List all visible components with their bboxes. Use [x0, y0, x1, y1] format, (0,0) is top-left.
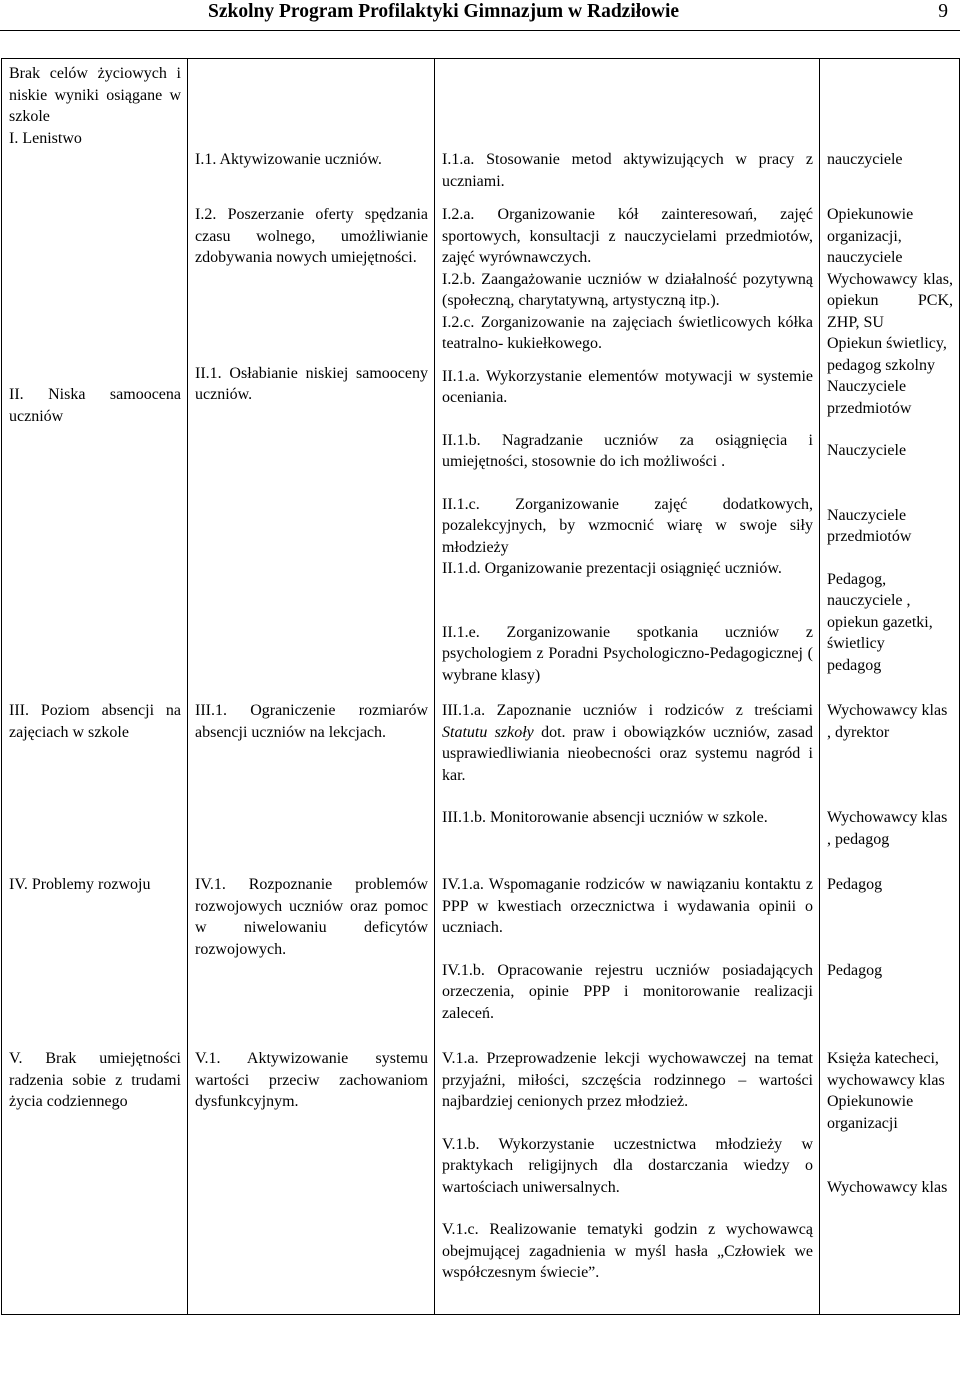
- problem-cell: [2, 1024, 188, 1314]
- responsible-text: Księża katecheci, wychowawcy klas: [827, 1050, 945, 1089]
- goal-text: V.1. Aktywizowanie systemu wartości przeciw zachowaniom dysfunkcyjnym.: [195, 1050, 428, 1110]
- goal-text: II.1. Osłabianie niskiej samooceny uczniów.: [195, 364, 428, 403]
- page-header: [0, 0, 960, 31]
- problem-cell: [2, 192, 188, 686]
- task-cell: [435, 192, 820, 686]
- task-text: II.1.d. Organizowanie prezentacji osiągnięć uczniów.: [442, 560, 782, 577]
- problem-text: II. Niska samoocena uczniów: [9, 386, 181, 425]
- task-text: I.1.a. Stosowanie metod aktywizujących w pracy z uczniami.: [442, 151, 813, 190]
- table-row: [2, 1024, 960, 1314]
- responsible-text: Opiekunowie organizacji, nauczyciele: [827, 206, 914, 266]
- responsible-cell: [820, 1024, 960, 1314]
- task-text: I.2.c. Zorganizowanie na zajęciach świetlicowych kółka teatralno- kukiełkowego.: [442, 313, 813, 352]
- task-text-part: dot. praw i obowiązków uczniów, zasad usprawiedliwiania nieobecności oraz systemu nagród i kar.: [442, 723, 814, 784]
- problem-text: V. Brak umiejętności radzenia sobie z trudami życia codziennego: [9, 1050, 181, 1110]
- table-row: [2, 192, 960, 686]
- responsible-cell: [820, 59, 960, 193]
- problem-text: I. Lenistwo: [9, 129, 82, 147]
- responsible-text: Nauczyciele przedmiotów: [827, 378, 912, 417]
- goal-cell: [188, 1024, 435, 1314]
- goal-text: IV.1. Rozpoznanie problemów rozwojowych uczniów oraz pomoc w niwelowaniu deficytów rozwojowych.: [195, 876, 428, 958]
- task-cell: [435, 686, 820, 850]
- goal-cell: [188, 850, 435, 1024]
- goal-cell: [188, 686, 435, 850]
- responsible-text: Opiekunowie organizacji: [827, 1093, 914, 1132]
- responsible-text: Wychowawcy klas: [827, 1179, 948, 1196]
- task-text: II.1.e. Zorganizowanie spotkania uczniów z psychologiem z Poradni Psychologiczno-Pedagogicznej ( wybrane klasy): [442, 623, 813, 684]
- task-text: [442, 700, 813, 786]
- task-text: II.1.b. Nagradzanie uczniów za osiągnięcia i umiejętności, stosownie do ich możliwości .: [442, 431, 813, 470]
- task-text-part: III.1.a. Zapoznanie uczniów i rodziców z treściami: [442, 702, 813, 719]
- document-title: Szkolny Program Profilaktyki Gimnazjum w Radziłowie: [208, 1, 680, 22]
- problem-cell: [2, 59, 188, 193]
- task-cell: [435, 1024, 820, 1314]
- responsible-cell: [820, 192, 960, 686]
- task-text: V.1.b. Wykorzystanie uczestnictwa młodzieży w praktykach religijnych dla dostarczania wiedzy o wartościach uniwersalnych.: [442, 1135, 813, 1196]
- task-cell: [435, 59, 820, 193]
- goal-cell: [188, 192, 435, 686]
- problem-cell: [2, 686, 188, 850]
- problem-text: III. Poziom absencji na zajęciach w szkole: [9, 702, 181, 741]
- task-text: I.2.a. Organizowanie kół zainteresowań, zajęć sportowych, konsultacji z nauczycielami przedmiotów, zajęć wyrównawczych.: [442, 206, 813, 266]
- responsible-text: Opiekun świetlicy, pedagog szkolny: [827, 335, 947, 374]
- responsible-cell: [820, 850, 960, 1024]
- goal-text: I.1. Aktywizowanie uczniów.: [195, 151, 382, 168]
- responsible-text: Wychowawcy klas , dyrektor: [827, 702, 948, 741]
- goal-text: III.1. Ograniczenie rozmiarów absencji uczniów na lekcjach.: [195, 702, 428, 741]
- task-text: I.2.b. Zaangażowanie uczniów w działalność pozytywną (społeczną, charytatywną, artystyczną itp.).: [442, 270, 813, 309]
- responsible-text: Nauczyciele: [827, 442, 907, 459]
- table-row: [2, 59, 960, 193]
- problem-cell: [2, 850, 188, 1024]
- responsible-text: Wychowawcy klas , pedagog: [827, 809, 948, 848]
- task-cell: [435, 850, 820, 1024]
- responsible-text: Pedagog: [827, 961, 883, 979]
- task-text: II.1.a. Wykorzystanie elementów motywacji w systemie oceniania.: [442, 367, 813, 406]
- task-text: IV.1.b. Opracowanie rejestru uczniów posiadających orzeczenia, opinie PPP i monitorowanie realizacji zaleceń.: [442, 961, 813, 1022]
- responsible-text: Wychowawcy klas, opiekun PCK, ZHP, SU: [827, 270, 953, 331]
- statute-title: Statutu szkoły: [442, 723, 534, 741]
- task-text: V.1.a. Przeprowadzenie lekcji wychowawczej na temat przyjaźni, miłości, szczęścia rodzinnego – wartości najbardziej cenionych przez młodzież.: [442, 1050, 813, 1110]
- table-row: [2, 850, 960, 1024]
- problem-text: IV. Problemy rozwoju: [9, 876, 151, 893]
- task-text: V.1.c. Realizowanie tematyki godzin z wychowawcą obejmującej zagadnienia w myśl hasła „Człowiek we współczesnym świecie”.: [442, 1221, 813, 1281]
- task-text: II.1.c. Zorganizowanie zajęć dodatkowych, pozalekcyjnych, by wzmocnić wiarę w swoje siły młodzieży: [442, 495, 813, 556]
- task-text: IV.1.a. Wspomaganie rodziców w nawiązaniu kontaktu z PPP w kwestiach orzecznictwa i wydawania opinii o uczniach.: [442, 876, 813, 936]
- goal-text: I.2. Poszerzanie oferty spędzania czasu wolnego, umożliwianie zdobywania nowych umiejętności.: [195, 206, 428, 266]
- table-row: [2, 686, 960, 850]
- task-text: III.1.b. Monitorowanie absencji uczniów w szkole.: [442, 809, 768, 826]
- goal-cell: [188, 59, 435, 193]
- problem-text: Brak celów życiowych i niskie wyniki osiągane w szkole: [9, 65, 181, 125]
- responsible-text: Nauczyciele przedmiotów: [827, 506, 912, 545]
- responsible-text: pedagog: [827, 656, 882, 674]
- prevention-program-table: [1, 58, 960, 1315]
- responsible-cell: [820, 686, 960, 850]
- page-number: 9: [938, 1, 948, 22]
- responsible-text: Pedagog: [827, 876, 883, 893]
- responsible-text: nauczyciele: [827, 151, 903, 168]
- responsible-text: Pedagog, nauczyciele , opiekun gazetki, świetlicy: [827, 570, 933, 652]
